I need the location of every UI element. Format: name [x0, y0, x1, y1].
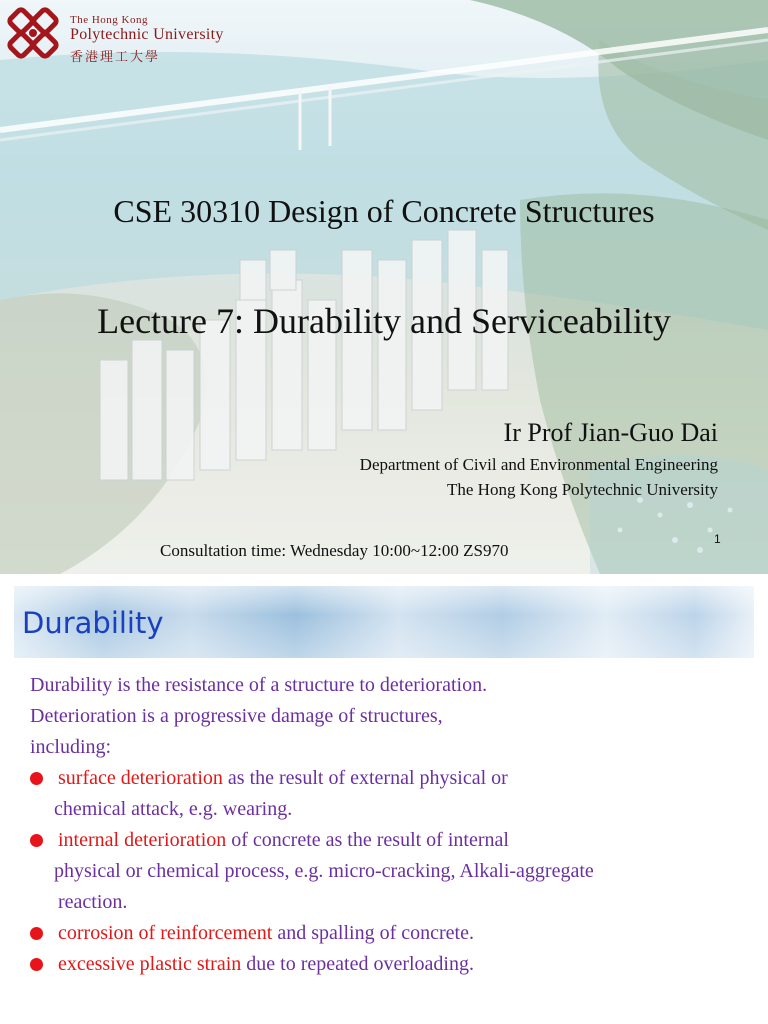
bullet-dot-icon: [30, 772, 43, 785]
logo-line-1: The Hong Kong: [70, 14, 148, 26]
logo-line-2: Polytechnic University: [70, 26, 224, 43]
page-number: 1: [714, 532, 721, 546]
bullet-dot-icon: [30, 958, 43, 971]
bullet-dot-icon: [30, 927, 43, 940]
polyu-logo-icon: [4, 4, 62, 62]
bullet-highlight: excessive plastic strain: [58, 953, 242, 975]
bullet-highlight: surface deterioration: [58, 767, 223, 789]
bullet-text: as the result of external physical or: [222, 767, 508, 789]
bullet-highlight: corrosion of reinforcement: [58, 922, 273, 944]
presenter-name: Ir Prof Jian-Guo Dai: [503, 418, 718, 447]
department-name: Department of Civil and Environmental Engineering: [359, 455, 718, 474]
logo-line-3: 香港理工大學: [70, 50, 161, 65]
lecture-title: Lecture 7: Durability and Serviceability: [97, 301, 671, 341]
bullet-item: [30, 825, 750, 856]
university-logo: [4, 4, 284, 68]
university-name: The Hong Kong Polytechnic University: [446, 480, 718, 499]
bullet-text: of concrete as the result of internal: [226, 829, 509, 851]
bullet-text: due to repeated overloading.: [241, 953, 474, 975]
bullet-continuation: physical or chemical process, e.g. micro-cracking, Alkali-aggregate: [54, 860, 594, 882]
bullet-highlight: internal deterioration: [58, 829, 227, 851]
bullet-item: [30, 949, 750, 980]
bullet-text: and spalling of concrete.: [272, 922, 474, 944]
intro-line-2: Deterioration is a progressive damage of structures,: [30, 705, 443, 727]
slide-body: [30, 670, 750, 980]
bullet-item: [30, 763, 750, 794]
bullet-dot-icon: [30, 834, 43, 847]
bullet-item: [30, 918, 750, 949]
intro-line-1: Durability is the resistance of a structure to deterioration.: [30, 674, 488, 696]
heading-banner: [14, 586, 754, 658]
slide-heading: Durability: [22, 606, 164, 640]
course-title: CSE 30310 Design of Concrete Structures: [113, 193, 655, 229]
intro-line-3: including:: [30, 736, 112, 758]
content-slide: [0, 578, 768, 1024]
bullet-continuation: reaction.: [58, 891, 128, 913]
bullet-continuation: chemical attack, e.g. wearing.: [54, 798, 293, 820]
consultation-time: Consultation time: Wednesday 10:00~12:00 ZS970: [160, 541, 509, 560]
